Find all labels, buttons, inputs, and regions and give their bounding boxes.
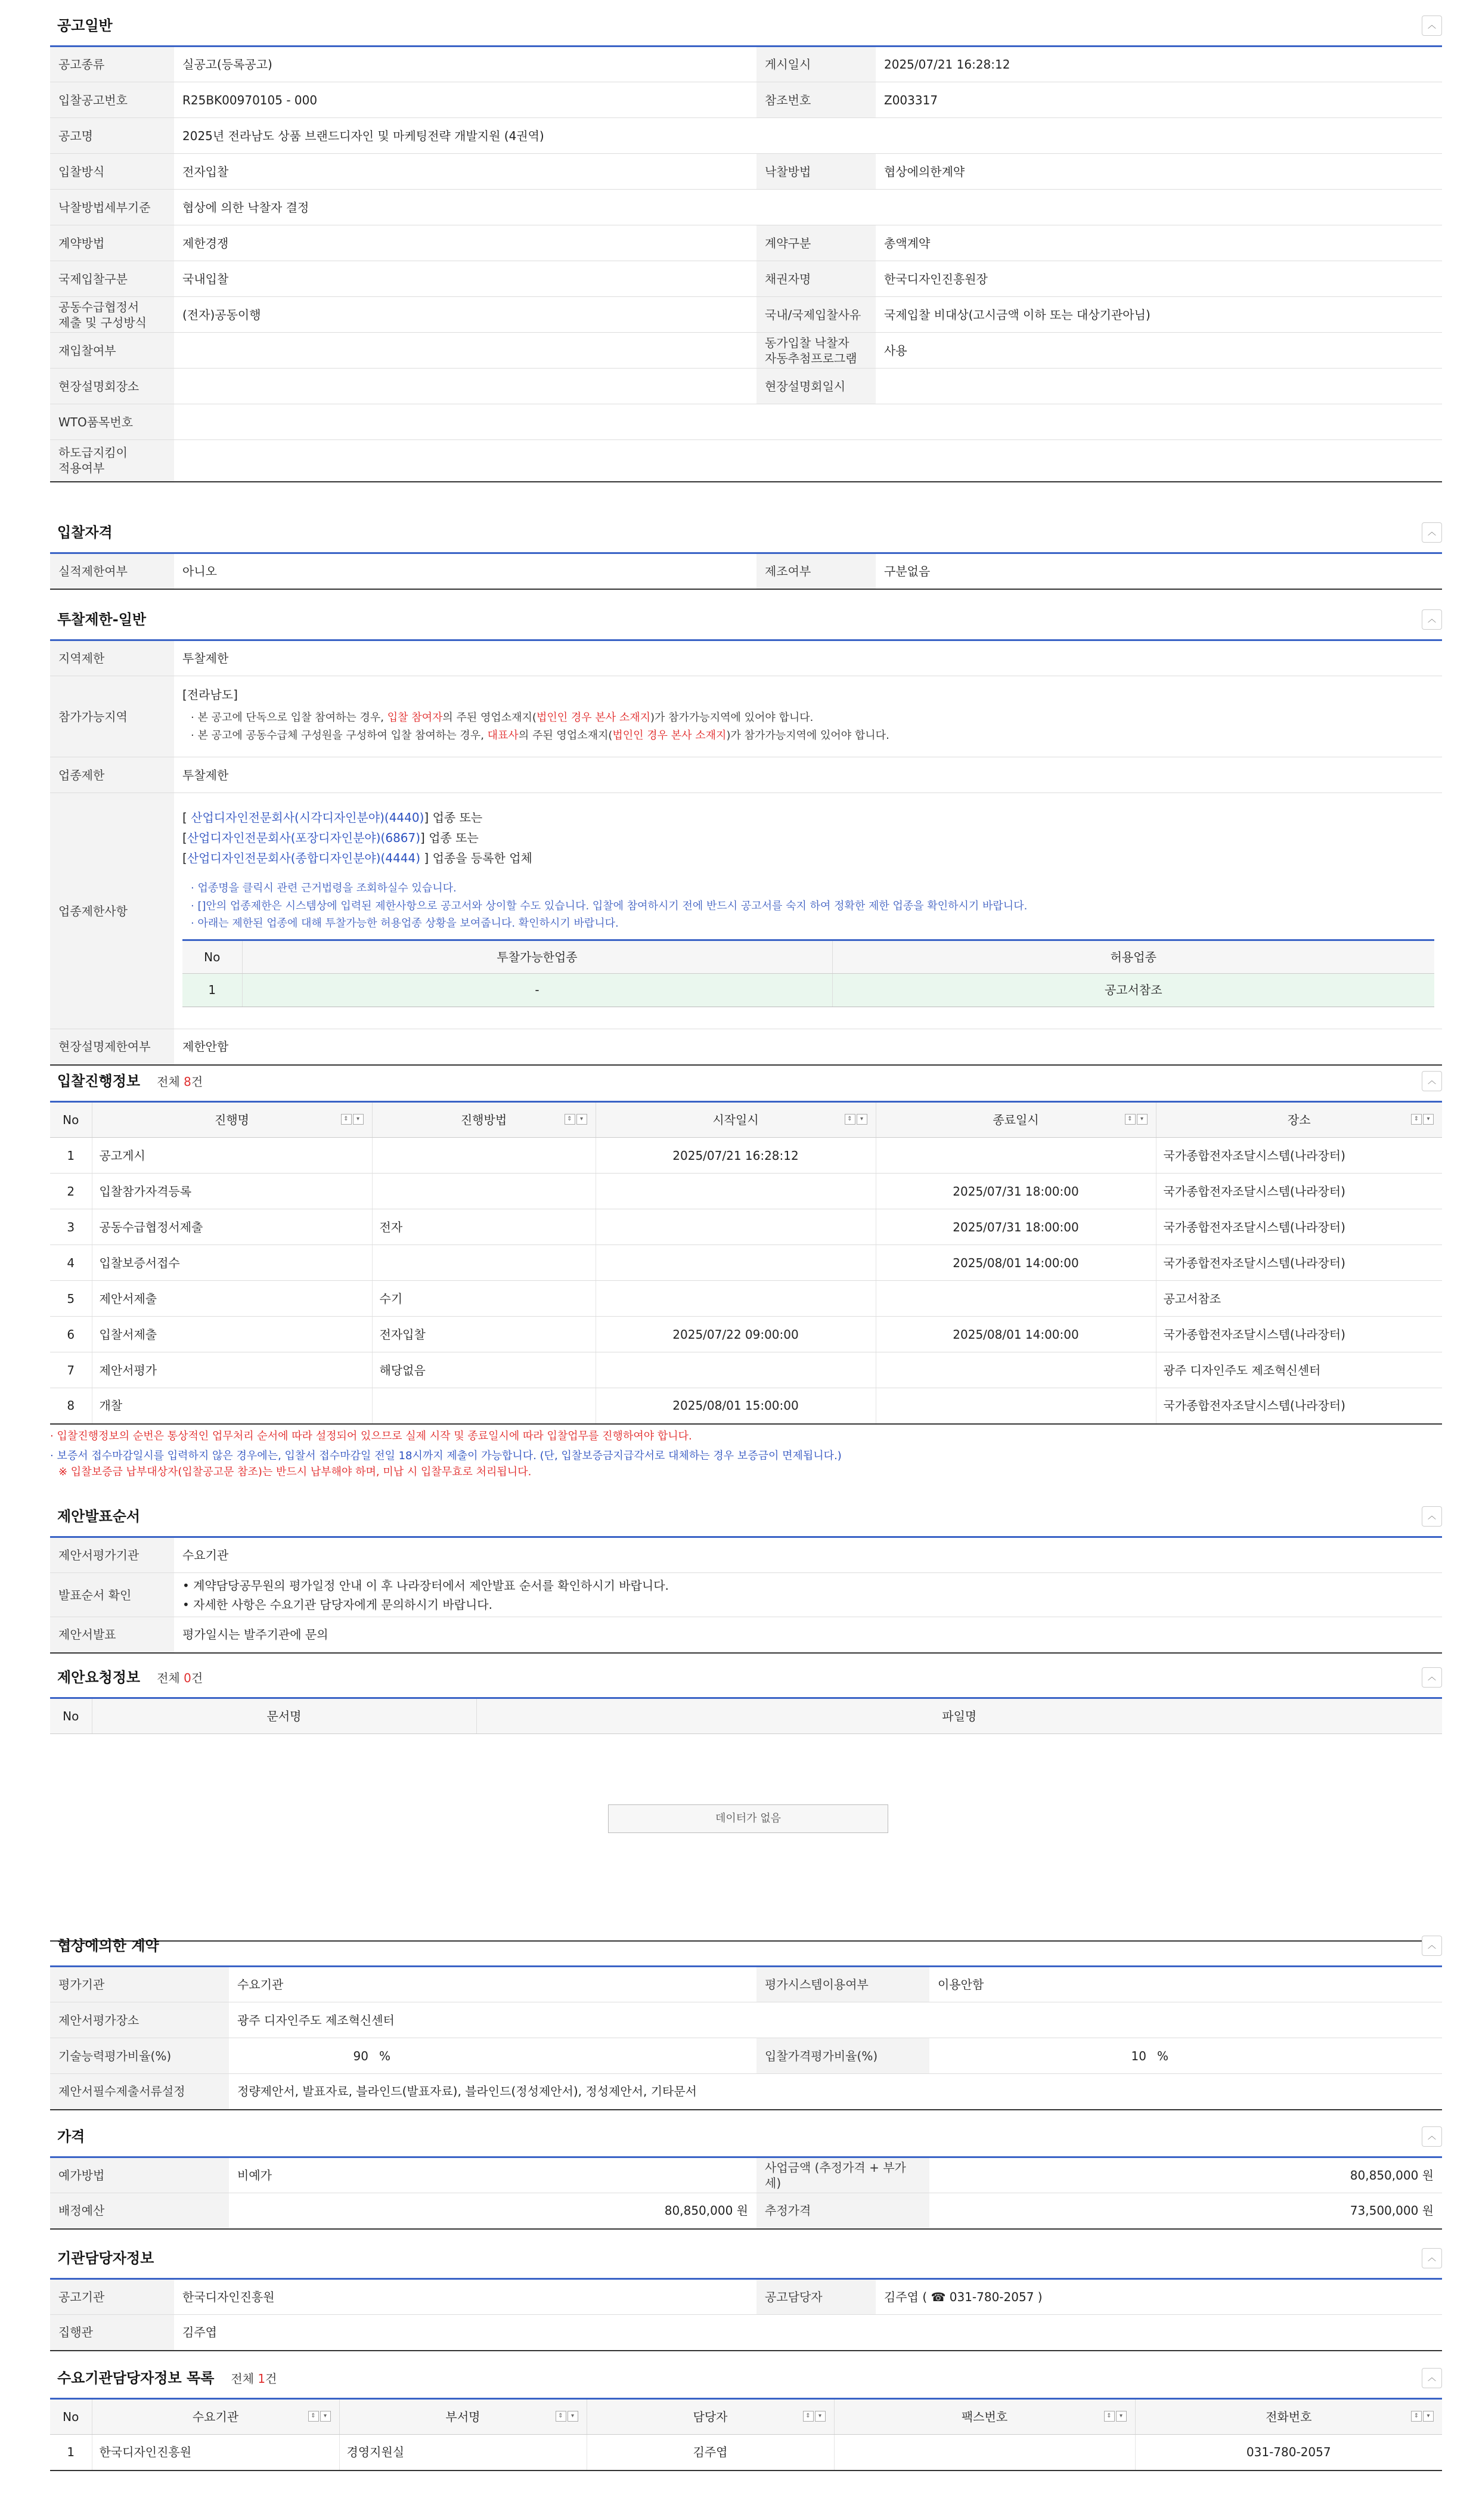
sort-icon[interactable]: ⇕ ▾ bbox=[1125, 1114, 1148, 1125]
cell: 국가종합전자조달시스템(나라장터) bbox=[1156, 1174, 1442, 1209]
section-presentation-order bbox=[50, 1491, 1442, 1654]
field-value: 10 % bbox=[929, 2038, 1442, 2074]
field-label: 제안서필수제출서류설정 bbox=[50, 2074, 229, 2110]
table-row bbox=[50, 553, 1442, 589]
cell bbox=[372, 1174, 596, 1209]
table-row bbox=[50, 2157, 1442, 2193]
column-header[interactable]: 시작일시 ⇕ ▾ bbox=[596, 1102, 876, 1138]
progress-table bbox=[50, 1101, 1442, 1425]
field-value bbox=[174, 369, 756, 404]
cell: 6 bbox=[50, 1317, 92, 1352]
field-value bbox=[174, 793, 1442, 1029]
cell: 국가종합전자조달시스템(나라장터) bbox=[1156, 1317, 1442, 1352]
field-value: 김주엽 ( ☎ 031-780-2057 ) bbox=[876, 2279, 1442, 2315]
column-header: No bbox=[50, 1698, 92, 1734]
table-row bbox=[50, 154, 1442, 190]
field-value: 수요기관 bbox=[174, 1537, 1442, 1573]
field-label: 제안서평가기관 bbox=[50, 1537, 174, 1573]
field-label: 평가기관 bbox=[50, 1967, 229, 2002]
collapse-toggle-icon[interactable]: ︿ bbox=[1422, 2248, 1442, 2268]
collapse-toggle-icon[interactable]: ︿ bbox=[1422, 16, 1442, 36]
field-value: 비예가 bbox=[229, 2157, 756, 2193]
table-row bbox=[50, 2315, 1442, 2351]
table-row bbox=[50, 1537, 1442, 1573]
cell: 2025/07/22 09:00:00 bbox=[596, 1317, 876, 1352]
field-value bbox=[174, 440, 1442, 482]
sort-icon[interactable]: ⇕ ▾ bbox=[308, 2411, 331, 2422]
column-header[interactable]: 담당자 ⇕ ▾ bbox=[587, 2399, 834, 2435]
table-row bbox=[50, 1174, 1442, 1209]
column-header[interactable]: 부서명 ⇕ ▾ bbox=[339, 2399, 587, 2435]
field-value bbox=[174, 404, 1442, 440]
cell: 공고게시 bbox=[92, 1138, 372, 1174]
sort-icon[interactable]: ⇕ ▾ bbox=[1411, 2411, 1434, 2422]
cell bbox=[596, 1174, 876, 1209]
field-label bbox=[50, 440, 174, 482]
field-value: 아니오 bbox=[174, 553, 756, 589]
table-row bbox=[50, 2193, 1442, 2229]
field-value bbox=[174, 333, 756, 369]
cell: 8 bbox=[50, 1388, 92, 1424]
field-label: 실적제한여부 bbox=[50, 553, 174, 589]
industry-line: [산업디자인전문회사(종합디자인분야)(4444) ] 업종을 등록한 업체 bbox=[182, 851, 532, 866]
industry-link[interactable]: 산업디자인전문회사(시각디자인분야)(4440) bbox=[191, 810, 424, 825]
field-value: 국내입찰 bbox=[174, 261, 756, 297]
field-label: 낙찰방법 bbox=[756, 154, 876, 190]
section-title: 가격 bbox=[57, 2128, 85, 2145]
cell: 국가종합전자조달시스템(나라장터) bbox=[1156, 1138, 1442, 1174]
cell bbox=[372, 1388, 596, 1424]
column-header: No bbox=[50, 1102, 92, 1138]
field-label bbox=[50, 297, 174, 333]
field-label bbox=[756, 333, 876, 369]
table-row bbox=[50, 1967, 1442, 2002]
field-value bbox=[876, 369, 1442, 404]
table-row bbox=[50, 676, 1442, 757]
progress-note: · 보증서 접수마감일시를 입력하지 않은 경우에는, 입찰서 접수마감일 전일 18시까지 제출이 가능합니다. (단, 입찰보증금지급각서로 대체하는 경우 보증금이 면제됩니다.) bbox=[50, 1449, 842, 1462]
section-notice-general bbox=[50, 0, 1442, 482]
column-header: 투찰가능한업종 bbox=[242, 940, 832, 973]
sort-icon[interactable]: ⇕ ▾ bbox=[341, 1114, 364, 1125]
field-label: 배정예산 bbox=[50, 2193, 229, 2229]
cell: 수기 bbox=[372, 1281, 596, 1317]
field-value: 투찰제한 bbox=[174, 757, 1442, 793]
cell: 입찰서제출 bbox=[92, 1317, 372, 1352]
table-row bbox=[50, 82, 1442, 118]
field-label: 발표순서 확인 bbox=[50, 1573, 174, 1617]
table-row bbox=[50, 757, 1442, 793]
table-row bbox=[50, 1281, 1442, 1317]
field-label: 제안서평가장소 bbox=[50, 2002, 229, 2038]
label-line: 동가입찰 낙찰자 bbox=[765, 335, 849, 350]
table-row bbox=[50, 2435, 1442, 2471]
empty-state-message: 데이터가 없음 bbox=[608, 1804, 888, 1833]
column-header: No bbox=[50, 2399, 92, 2435]
field-value: • 계약담당공무원의 평가일정 안내 이 후 나라장터에서 제안발표 순서를 확인하시기 바랍니다. • 자세한 사항은 수요기관 담당자에게 문의하시기 바랍니다. bbox=[174, 1573, 1442, 1617]
collapse-toggle-icon[interactable]: ︿ bbox=[1422, 2126, 1442, 2147]
field-value: 김주엽 bbox=[174, 2315, 1442, 2351]
cell: 2025/08/01 14:00:00 bbox=[876, 1317, 1156, 1352]
field-label: 집행관 bbox=[50, 2315, 174, 2351]
cell: 국가종합전자조달시스템(나라장터) bbox=[1156, 1388, 1442, 1424]
field-label: 현장설명제한여부 bbox=[50, 1029, 174, 1065]
field-value: 광주 디자인주도 제조혁신센터 bbox=[229, 2002, 1442, 2038]
cell: 전자입찰 bbox=[372, 1317, 596, 1352]
table-row bbox=[50, 1209, 1442, 1245]
label-line: 제출 및 구성방식 bbox=[58, 315, 147, 330]
field-label: 현장설명회일시 bbox=[756, 369, 876, 404]
cell: 4 bbox=[50, 1245, 92, 1281]
field-label: 계약구분 bbox=[756, 225, 876, 261]
field-label: 참조번호 bbox=[756, 82, 876, 118]
label-line: 공동수급협정서 bbox=[58, 299, 139, 314]
cell: - bbox=[242, 973, 832, 1007]
field-label: 공고종류 bbox=[50, 47, 174, 82]
cell: 경영지원실 bbox=[339, 2435, 587, 2471]
cell: 031-780-2057 bbox=[1135, 2435, 1442, 2471]
field-value: R25BK00970105 - 000 bbox=[174, 82, 756, 118]
section-title: 제안요청정보 전체 0건 bbox=[57, 1669, 203, 1686]
table-header-row bbox=[50, 1698, 1442, 1734]
field-value: 총액계약 bbox=[876, 225, 1442, 261]
section-title: 공고일반 bbox=[57, 17, 113, 34]
section-title: 투찰제한-일반 bbox=[57, 611, 147, 628]
field-label: 공고담당자 bbox=[756, 2279, 876, 2315]
table-row bbox=[50, 404, 1442, 440]
field-label: 계약방법 bbox=[50, 225, 174, 261]
cell: 공고서참조 bbox=[1156, 1281, 1442, 1317]
total-count: 전체 1건 bbox=[231, 2372, 277, 2386]
table-row bbox=[50, 1573, 1442, 1617]
section-title: 입찰진행정보 전체 8건 bbox=[57, 1073, 203, 1089]
cell bbox=[596, 1281, 876, 1317]
table-row bbox=[50, 793, 1442, 1029]
cell: 5 bbox=[50, 1281, 92, 1317]
industry-note: · 아래는 제한된 업종에 대해 투찰가능한 허용업종 상황을 보여줍니다. 확인하시기 바랍니다. bbox=[191, 917, 619, 930]
field-label: 기술능력평가비율(%) bbox=[50, 2038, 229, 2074]
field-label: 게시일시 bbox=[756, 47, 876, 82]
progress-note: ※ 입찰보증금 납부대상자(입찰공고문 참조)는 반드시 납부해야 하며, 미납 시 입찰무효로 처리됩니다. bbox=[58, 1466, 532, 1479]
field-value: 정량제안서, 발표자료, 블라인드(발표자료), 블라인드(정성제안서), 정성제안서, 기타문서 bbox=[229, 2074, 1442, 2110]
table-row bbox=[50, 47, 1442, 82]
field-value: 90 % bbox=[229, 2038, 756, 2074]
field-value: 이용안함 bbox=[929, 1967, 1442, 2002]
field-value: 전자입찰 bbox=[174, 154, 756, 190]
table-row bbox=[50, 2002, 1442, 2038]
cell: 2025/07/21 16:28:12 bbox=[596, 1138, 876, 1174]
collapse-toggle-icon[interactable]: ︿ bbox=[1422, 1667, 1442, 1688]
industry-line: [산업디자인전문회사(포장디자인분야)(6867)] 업종 또는 bbox=[182, 831, 479, 846]
cell: 1 bbox=[50, 2435, 92, 2471]
cell bbox=[876, 1138, 1156, 1174]
cell: 개찰 bbox=[92, 1388, 372, 1424]
column-header: 파일명 bbox=[476, 1698, 1442, 1734]
cell: 해당없음 bbox=[372, 1352, 596, 1388]
area-heading: [전라남도] bbox=[182, 688, 238, 702]
field-value bbox=[174, 676, 1442, 757]
industry-note: · 업종명을 클릭시 관련 근거법령을 조회하실수 있습니다. bbox=[191, 882, 457, 895]
field-label: 국제입찰구분 bbox=[50, 261, 174, 297]
field-value: 협상에 의한 낙찰자 결정 bbox=[174, 190, 1442, 225]
progress-note: · 입찰진행정보의 순번은 통상적인 업무처리 순서에 따라 설정되어 있으므로 실제 시작 및 종료일시에 따라 입찰업무를 진행하여야 합니다. bbox=[50, 1429, 692, 1442]
section-title: 수요기관담당자정보 목록 전체 1건 bbox=[57, 2370, 277, 2386]
column-header: No bbox=[182, 940, 242, 973]
cell: 공고서참조 bbox=[832, 973, 1434, 1007]
label-line: 하도급지킴이 bbox=[58, 445, 128, 460]
cell: 김주엽 bbox=[587, 2435, 834, 2471]
field-label: 제안서발표 bbox=[50, 1617, 174, 1653]
label-line: 적용여부 bbox=[58, 461, 105, 476]
table-header-row bbox=[182, 940, 1434, 973]
table-row bbox=[50, 640, 1442, 676]
section-bid-progress bbox=[50, 1055, 1442, 1482]
cell: 국가종합전자조달시스템(나라장터) bbox=[1156, 1209, 1442, 1245]
allowed-industry-table bbox=[182, 939, 1434, 1007]
cell: 광주 디자인주도 제조혁신센터 bbox=[1156, 1352, 1442, 1388]
section-agency-contact bbox=[50, 2233, 1442, 2351]
sort-icon[interactable]: ⇕ ▾ bbox=[1411, 1114, 1434, 1125]
section-price bbox=[50, 2111, 1442, 2230]
table-header-row bbox=[50, 1102, 1442, 1138]
field-value: 평가일시는 발주기관에 문의 bbox=[174, 1617, 1442, 1653]
field-value: 협상에의한계약 bbox=[876, 154, 1442, 190]
field-value: Z003317 bbox=[876, 82, 1442, 118]
cell: 7 bbox=[50, 1352, 92, 1388]
field-label: 공고기관 bbox=[50, 2279, 174, 2315]
cell bbox=[876, 1388, 1156, 1424]
table-row bbox=[50, 297, 1442, 333]
section-title: 기관담당자정보 bbox=[57, 2250, 154, 2267]
cell: 1 bbox=[50, 1138, 92, 1174]
field-label: 제조여부 bbox=[756, 553, 876, 589]
field-value: 80,850,000 원 bbox=[229, 2193, 756, 2229]
section-proposal-request bbox=[50, 1652, 1442, 1942]
column-header[interactable]: 진행방법 ⇕ ▾ bbox=[372, 1102, 596, 1138]
field-value: 구분없음 bbox=[876, 553, 1442, 589]
field-value: 제한경쟁 bbox=[174, 225, 756, 261]
collapse-toggle-icon[interactable]: ︿ bbox=[1422, 522, 1442, 543]
table-row bbox=[50, 225, 1442, 261]
demand-contact-table bbox=[50, 2398, 1442, 2471]
cell: 제안서제출 bbox=[92, 1281, 372, 1317]
field-label: 재입찰여부 bbox=[50, 333, 174, 369]
sort-icon[interactable]: ⇕ ▾ bbox=[565, 1114, 587, 1125]
field-label: 평가시스템이용여부 bbox=[756, 1967, 929, 2002]
cell: 전자 bbox=[372, 1209, 596, 1245]
table-header-row bbox=[50, 2399, 1442, 2435]
field-value: 국제입찰 비대상(고시금액 이하 또는 대상기관아님) bbox=[876, 297, 1442, 333]
cell: 입찰보증서접수 bbox=[92, 1245, 372, 1281]
collapse-toggle-icon[interactable]: ︿ bbox=[1422, 1936, 1442, 1956]
field-label: 참가가능지역 bbox=[50, 676, 174, 757]
column-header[interactable]: 종료일시 ⇕ ▾ bbox=[876, 1102, 1156, 1138]
section-demand-agency-contacts bbox=[50, 2352, 1442, 2471]
table-row bbox=[50, 440, 1442, 482]
table-row bbox=[50, 2038, 1442, 2074]
table-row bbox=[50, 118, 1442, 154]
collapse-toggle-icon[interactable]: ︿ bbox=[1422, 2368, 1442, 2388]
field-value: 2025/07/21 16:28:12 bbox=[876, 47, 1442, 82]
field-value: 한국디자인진흥원장 bbox=[876, 261, 1442, 297]
field-label: 업종제한사항 bbox=[50, 793, 174, 1029]
cell: 3 bbox=[50, 1209, 92, 1245]
field-value: 수요기관 bbox=[229, 1967, 756, 2002]
field-label: 추정가격 bbox=[756, 2193, 929, 2229]
total-count: 전체 8건 bbox=[157, 1075, 203, 1089]
field-label: 입찰방식 bbox=[50, 154, 174, 190]
cell bbox=[372, 1245, 596, 1281]
collapse-toggle-icon[interactable]: ︿ bbox=[1422, 1071, 1442, 1091]
field-value: 실공고(등록공고) bbox=[174, 47, 756, 82]
section-bid-restriction bbox=[50, 594, 1442, 1066]
sort-icon[interactable]: ⇕ ▾ bbox=[1104, 2411, 1127, 2422]
column-header[interactable]: 장소 ⇕ ▾ bbox=[1156, 1102, 1442, 1138]
table-row bbox=[50, 333, 1442, 369]
cell: 공동수급협정서제출 bbox=[92, 1209, 372, 1245]
cell bbox=[596, 1245, 876, 1281]
collapse-toggle-icon[interactable]: ︿ bbox=[1422, 609, 1442, 630]
area-note: · 본 공고에 공동수급체 구성원을 구성하여 입찰 참여하는 경우, 대표사의 주된 영업소재지(법인인 경우 본사 소재지)가 참가가능지역에 있어야 합니다. bbox=[191, 729, 889, 742]
table-row bbox=[50, 369, 1442, 404]
section-title: 입찰자격 bbox=[57, 524, 113, 541]
cell: 2 bbox=[50, 1174, 92, 1209]
field-label: WTO품목번호 bbox=[50, 404, 174, 440]
proposal-file-table bbox=[50, 1697, 1442, 1734]
field-value: 한국디자인진흥원 bbox=[174, 2279, 756, 2315]
sort-icon[interactable]: ⇕ ▾ bbox=[845, 1114, 867, 1125]
section-negotiated-contract bbox=[50, 1920, 1442, 2110]
column-header[interactable]: 팩스번호 ⇕ ▾ bbox=[834, 2399, 1135, 2435]
cell: 2025/07/31 18:00:00 bbox=[876, 1174, 1156, 1209]
column-header: 문서명 bbox=[92, 1698, 476, 1734]
industry-note: · []안의 업종제한은 시스템상에 입력된 제한사항으로 공고서와 상이할 수도 있습니다. 입찰에 참여하시기 전에 반드시 공고서를 숙지 하여 정확한 제한 업종을 확인하시기 바랍니다. bbox=[191, 899, 1028, 912]
area-note: · 본 공고에 단독으로 입찰 참여하는 경우, 입찰 참여자의 주된 영업소재지(법인인 경우 본사 소재지)가 참가가능지역에 있어야 합니다. bbox=[191, 711, 814, 725]
table-row bbox=[50, 1388, 1442, 1424]
cell bbox=[876, 1281, 1156, 1317]
cell bbox=[372, 1138, 596, 1174]
table-row bbox=[50, 1617, 1442, 1653]
field-value: 80,850,000 원 bbox=[929, 2157, 1442, 2193]
table-row bbox=[182, 973, 1434, 1007]
field-label: 공고명 bbox=[50, 118, 174, 154]
field-value: 사용 bbox=[876, 333, 1442, 369]
cell: 국가종합전자조달시스템(나라장터) bbox=[1156, 1245, 1442, 1281]
cell bbox=[834, 2435, 1135, 2471]
table-row bbox=[50, 1352, 1442, 1388]
field-label: 입찰가격평가비율(%) bbox=[756, 2038, 929, 2074]
column-header[interactable]: 수요기관 ⇕ ▾ bbox=[92, 2399, 339, 2435]
table-row bbox=[50, 190, 1442, 225]
field-label: 국내/국제입찰사유 bbox=[756, 297, 876, 333]
sort-icon[interactable]: ⇕ ▾ bbox=[803, 2411, 826, 2422]
field-label: 업종제한 bbox=[50, 757, 174, 793]
field-label: 현장설명회장소 bbox=[50, 369, 174, 404]
collapse-toggle-icon[interactable]: ︿ bbox=[1422, 1506, 1442, 1527]
cell: 2025/08/01 15:00:00 bbox=[596, 1388, 876, 1424]
industry-link[interactable]: 산업디자인전문회사(종합디자인분야)(4444) bbox=[187, 851, 421, 866]
column-header[interactable]: 전화번호 ⇕ ▾ bbox=[1135, 2399, 1442, 2435]
section-title: 협상에의한 계약 bbox=[57, 1937, 159, 1954]
section-title: 제안발표순서 bbox=[57, 1508, 141, 1525]
cell: 2025/07/31 18:00:00 bbox=[876, 1209, 1156, 1245]
cell: 한국디자인진흥원 bbox=[92, 2435, 339, 2471]
field-value: (전자)공동이행 bbox=[174, 297, 756, 333]
field-label: 예가방법 bbox=[50, 2157, 229, 2193]
cell: 2025/08/01 14:00:00 bbox=[876, 1245, 1156, 1281]
field-label: 지역제한 bbox=[50, 640, 174, 676]
cell: 제안서평가 bbox=[92, 1352, 372, 1388]
total-count: 전체 0건 bbox=[157, 1671, 203, 1685]
column-header[interactable]: 진행명 ⇕ ▾ bbox=[92, 1102, 372, 1138]
cell bbox=[876, 1352, 1156, 1388]
field-label: 채권자명 bbox=[756, 261, 876, 297]
table-row bbox=[50, 1317, 1442, 1352]
table-row bbox=[50, 1138, 1442, 1174]
industry-link[interactable]: 산업디자인전문회사(포장디자인분야)(6867) bbox=[187, 831, 421, 846]
cell bbox=[596, 1352, 876, 1388]
industry-line: [ 산업디자인전문회사(시각디자인분야)(4440)] 업종 또는 bbox=[182, 810, 483, 825]
label-line: 자동추첨프로그램 bbox=[765, 351, 857, 366]
sort-icon[interactable]: ⇕ ▾ bbox=[556, 2411, 578, 2422]
field-value: 투찰제한 bbox=[174, 640, 1442, 676]
field-value: 2025년 전라남도 상품 브랜드디자인 및 마케팅전략 개발지원 (4권역) bbox=[174, 118, 1442, 154]
cell: 입찰참가자격등록 bbox=[92, 1174, 372, 1209]
table-row bbox=[50, 2074, 1442, 2110]
table-row bbox=[50, 1245, 1442, 1281]
cell: 1 bbox=[182, 973, 242, 1007]
table-row bbox=[50, 261, 1442, 297]
column-header: 허용업종 bbox=[832, 940, 1434, 973]
field-label: 낙찰방법세부기준 bbox=[50, 190, 174, 225]
section-bid-qualification bbox=[50, 507, 1442, 590]
field-label: 사업금액 (추정가격 + 부가세) bbox=[756, 2157, 929, 2193]
cell bbox=[596, 1209, 876, 1245]
field-value: 73,500,000 원 bbox=[929, 2193, 1442, 2229]
table-row bbox=[50, 2279, 1442, 2315]
field-label: 입찰공고번호 bbox=[50, 82, 174, 118]
field-value: 제한안함 bbox=[174, 1029, 1442, 1065]
